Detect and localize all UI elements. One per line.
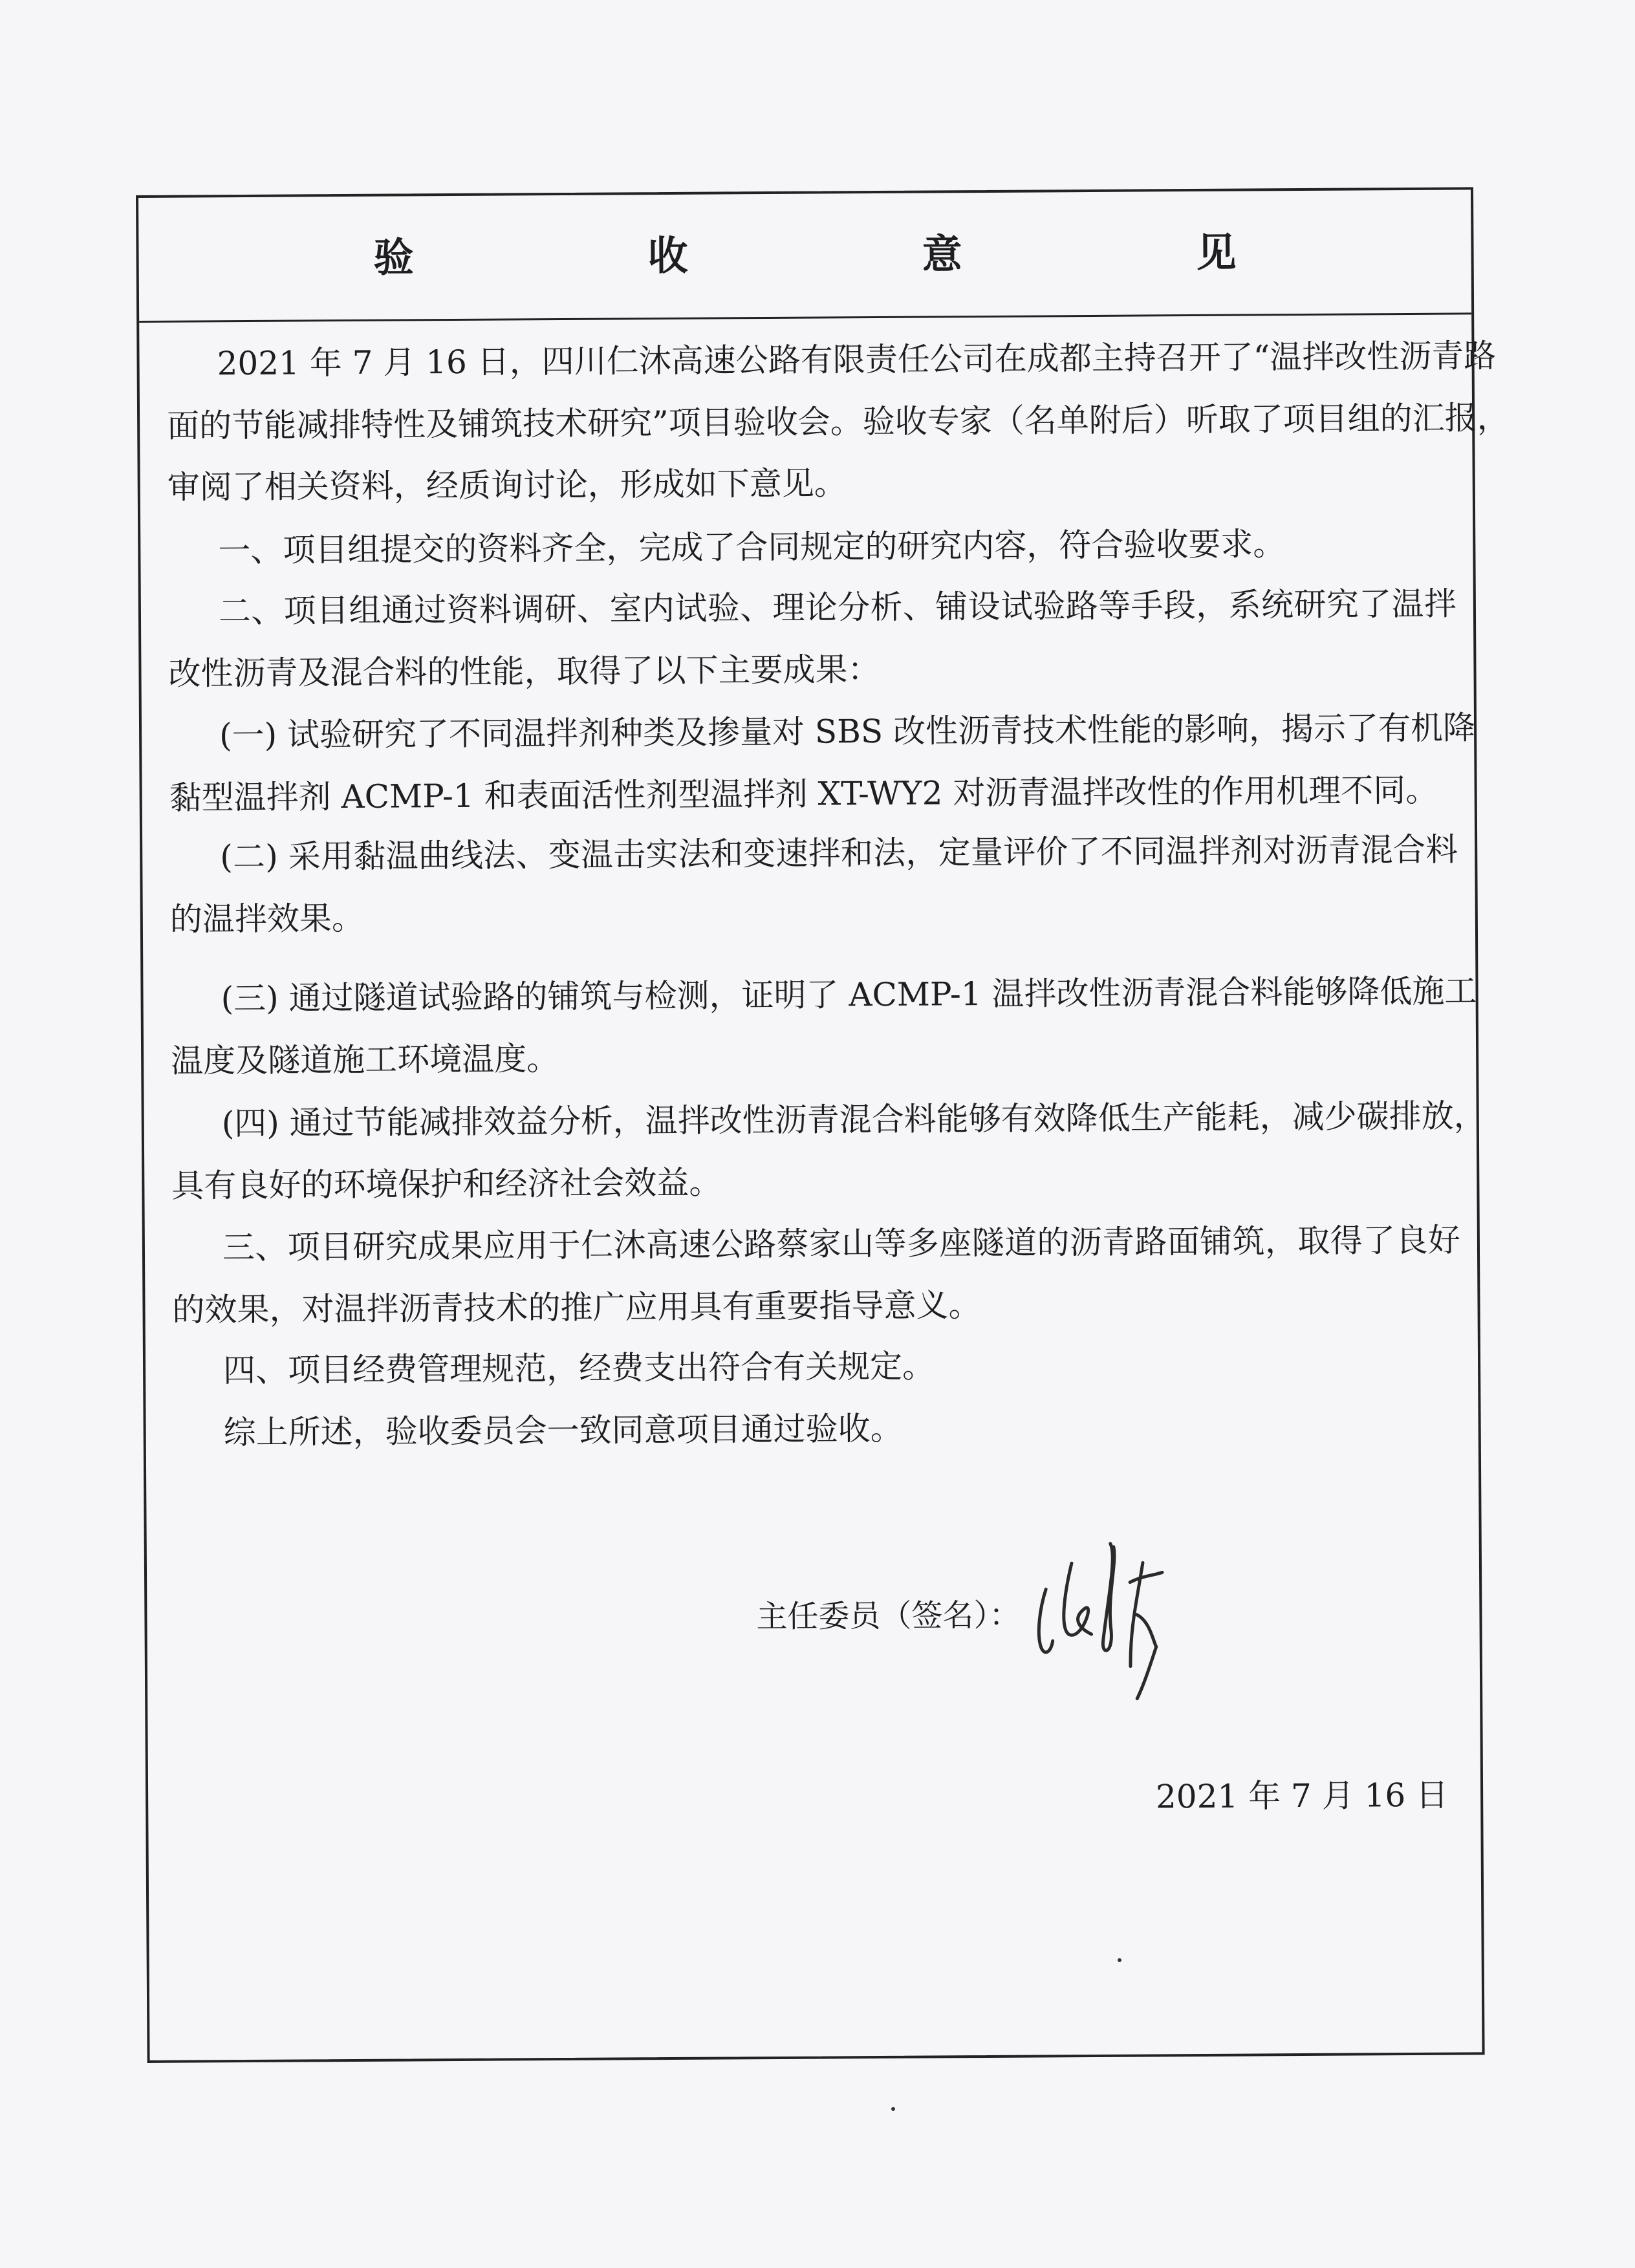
paragraph — [170, 961, 1477, 1092]
paragraph — [172, 1210, 1461, 1341]
paragraph — [173, 1395, 1462, 1465]
text-line: (四) 通过节能减排效益分析，温拌改性沥青混合料能够有效降低生产能耗，减少碳排放， — [221, 1097, 1486, 1143]
paragraph — [168, 574, 1457, 705]
paragraph — [171, 1086, 1486, 1217]
paragraph — [166, 326, 1510, 519]
text-line: 四、项目经费管理规范，经费支出符合有关规定。 — [222, 1347, 935, 1390]
text-line: 一、项目组提交的资料齐全，完成了合同规定的研究内容，符合验收要求。 — [218, 525, 1286, 570]
text-line: (二) 采用黏温曲线法、变温击实法和变速拌和法，定量评价了不同温拌剂对沥青混合料 — [220, 830, 1458, 876]
text-line: 改性沥青及混合料的性能，取得了以下主要成果： — [168, 650, 880, 693]
text-line: 的效果，对温拌沥青技术的推广应用具有重要指导意义。 — [172, 1286, 981, 1329]
text-line: 面的节能减排特性及铺筑技术研究”项目验收会。验收专家（名单附后）听取了项目组的汇报， — [166, 398, 1510, 445]
text-line: 的温拌效果。 — [169, 899, 365, 938]
text-line: 三、项目研究成果应用于仁沐高速公路蔡家山等多座隧道的沥青路面铺筑，取得了良好 — [222, 1221, 1461, 1267]
text-line: (一) 试验研究了不同温拌剂种类及掺量对 SBS 改性沥青技术性能的影响，揭示了有机降 — [219, 709, 1476, 755]
text-line: 温度及隧道施工环境温度。 — [170, 1039, 559, 1080]
text-line: 二、项目组通过资料调研、室内试验、理论分析、铺设试验路等手段，系统研究了温拌 — [218, 585, 1457, 631]
paragraph — [169, 819, 1458, 951]
text-line: 审阅了相关资料，经质询讨论，形成如下意见。 — [167, 464, 847, 506]
scan-speck — [1118, 1958, 1121, 1962]
text-line: 2021 年 7 月 16 日，四川仁沐高速公路有限责任公司在成都主持召开了“温拌改性沥青路 — [217, 337, 1497, 383]
text-line: (三) 通过隧道试验路的铺筑与检测，证明了 ACMP-1 温拌改性沥青混合料能够降低施工 — [221, 972, 1477, 1018]
page-title: 验 收 意 见 — [373, 228, 1334, 281]
text-line: 综上所述，验收委员会一致同意项目通过验收。 — [223, 1409, 903, 1452]
signature-image — [1033, 1537, 1228, 1706]
title-bar — [138, 189, 1471, 323]
paragraph — [168, 513, 1456, 583]
scan-speck — [891, 2107, 895, 2111]
opinion-form-frame — [136, 187, 1510, 2063]
signature-label: 主任委员（签名）： — [756, 1597, 1021, 1636]
paragraph — [173, 1333, 1462, 1403]
signing-date: 2021 年 7 月 16 日 — [1155, 1776, 1449, 1816]
paragraph — [169, 698, 1476, 829]
text-line: 具有良好的环境保护和经济社会效益。 — [171, 1163, 722, 1205]
text-line: 黏型温拌剂 ACMP-1 和表面活性剂型温拌剂 XT-WY2 对沥青温拌改性的作用机理不同。 — [169, 771, 1438, 817]
